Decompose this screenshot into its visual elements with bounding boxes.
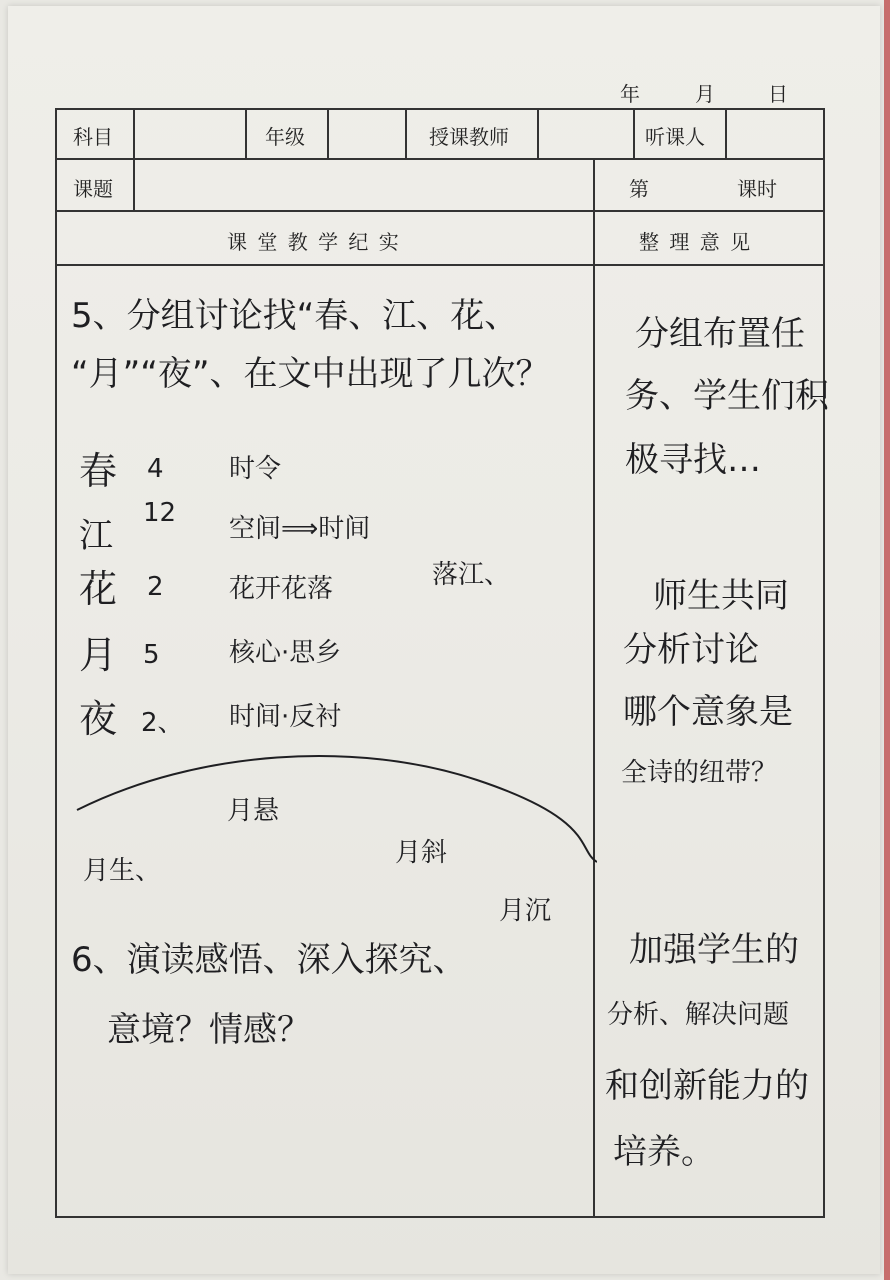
comment3-line4: 培养。 <box>613 1132 715 1172</box>
row-char: 江 <box>79 516 113 556</box>
divider <box>405 110 407 158</box>
row-count: 12 <box>143 498 177 528</box>
divider <box>57 264 823 266</box>
moon-born-label: 月生、 <box>83 856 162 886</box>
comment1-line2: 务、学生们积 <box>625 376 829 416</box>
divider <box>537 110 539 158</box>
row-extra-note: 落江、 <box>432 560 511 590</box>
record-heading: 课 堂 教 学 纪 实 <box>227 230 401 254</box>
row-char: 春 <box>79 449 118 493</box>
divider <box>245 110 247 158</box>
divider <box>57 210 823 212</box>
moon-sink-label: 月沉 <box>499 896 552 926</box>
topic-label: 课题 <box>73 177 113 201</box>
page-edge <box>884 0 890 1280</box>
divider <box>633 110 635 158</box>
comment3-line2: 分析、解决问题 <box>607 1000 790 1030</box>
column-divider <box>593 158 595 1216</box>
subject-label: 科目 <box>73 125 113 149</box>
date-year-label: 年 <box>620 82 640 106</box>
period-suffix: 课时 <box>737 177 777 201</box>
moon-rise-label: 月悬 <box>227 796 280 826</box>
grade-label: 年级 <box>265 125 305 149</box>
comment3-line1: 加强学生的 <box>629 930 799 970</box>
row-note: 时令 <box>229 454 282 484</box>
comment2-line3: 哪个意象是 <box>623 692 793 732</box>
row-count: 4 <box>147 454 164 484</box>
row-note: 花开花落 <box>229 574 334 604</box>
divider <box>725 110 727 158</box>
date-row <box>620 78 800 108</box>
comment2-line2: 分析讨论 <box>623 630 759 670</box>
date-day-label: 日 <box>768 82 788 106</box>
row-count: 2 <box>147 572 164 602</box>
divider <box>327 110 329 158</box>
comment3-line3: 和创新能力的 <box>605 1066 809 1106</box>
row-char: 花 <box>79 567 118 611</box>
divider <box>57 158 823 160</box>
row-char: 夜 <box>79 697 118 741</box>
task6-line1: 6、演读感悟、深入探究、 <box>71 940 467 980</box>
row-count: 5 <box>143 640 160 670</box>
observer-label: 听课人 <box>645 125 705 149</box>
comment2-line1: 师生共同 <box>653 576 789 616</box>
row-count: 2、 <box>141 708 184 738</box>
divider <box>133 110 135 210</box>
period-prefix: 第 <box>629 177 649 201</box>
row-note: 时间·反衬 <box>229 702 342 732</box>
lesson-record-form <box>55 108 829 1218</box>
comment1-line1: 分组布置任 <box>635 314 805 354</box>
row-note: 核心·思乡 <box>229 638 342 668</box>
row-char: 月 <box>79 633 118 677</box>
comment2-line4: 全诗的纽带？ <box>621 758 778 788</box>
comment1-line3: 极寻找… <box>625 440 761 480</box>
task5-line2: “月”“夜”、在文中出现了几次？ <box>71 354 550 394</box>
row-note: 空间⟹时间 <box>229 514 371 544</box>
teacher-label: 授课教师 <box>429 125 509 149</box>
date-month-label: 月 <box>695 82 715 106</box>
task5-line1: 5、分组讨论找“春、江、花、 <box>71 296 519 336</box>
comment-heading: 整 理 意 见 <box>639 230 753 254</box>
task6-line2: 意境？情感？ <box>107 1010 311 1050</box>
moon-slant-label: 月斜 <box>395 838 448 868</box>
